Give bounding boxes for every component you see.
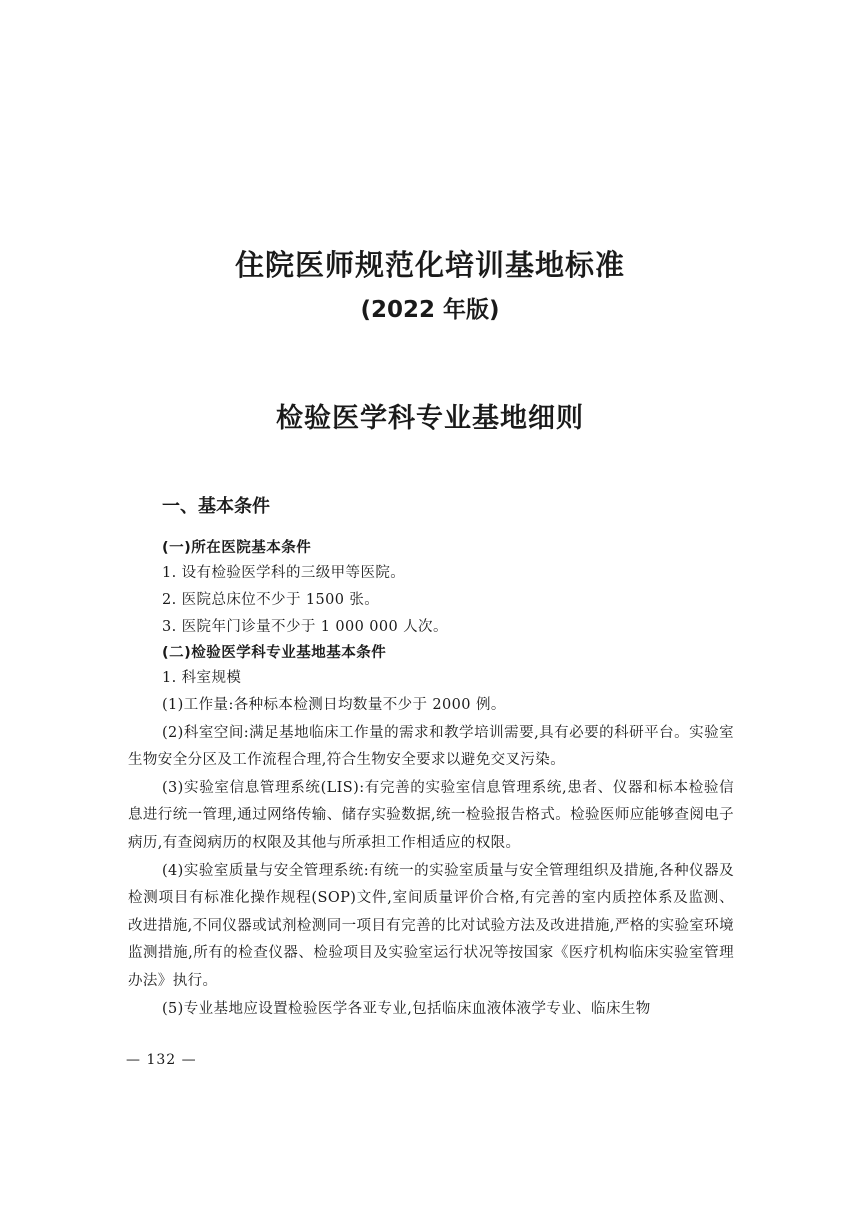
heading-basic-conditions: 一、基本条件	[162, 496, 270, 517]
heading-hospital-conditions: (一)所在医院基本条件	[162, 540, 312, 556]
paragraph-lis: (3)实验室信息管理系统(LIS):有完善的实验室信息管理系统,患者、仪器和标本检验信息进行统一管理,通过网络传输、储存实验数据,统一检验报告格式。检验医师应能够查阅电子病历,有查阅病历的权限及其他与所承担工作相适应的权限。	[128, 779, 735, 851]
paragraph-department-space: (2)科室空间:满足基地临床工作量的需求和教学培训需要,具有必要的科研平台。实验室生物安全分区及工作流程合理,符合生物安全要求以避免交叉污染。	[128, 724, 734, 769]
paragraph-quality-safety: (4)实验室质量与安全管理系统:有统一的实验室质量与安全管理组织及措施,各种仪器及检测项目有标准化操作规程(SOP)文件,室间质量评价合格,有完善的室内质控体系及监测、改进措施,不同仪器或试剂检测同一项目有完善的比对试验方法及改进措施,严格的实验室环境监测措施,所有的检查仪器、检验项目及实验室运行状况等按国家《医疗机构临床实验室管理办法》执行。	[128, 862, 735, 989]
list-item: 2. 医院总床位不少于 1500 张。	[162, 592, 380, 608]
heading-base-conditions: (二)检验医学科专业基地基本条件	[162, 645, 387, 661]
section-title: 检验医学科专业基地细则	[276, 403, 584, 434]
document-title: 住院医师规范化培训基地标准	[234, 248, 625, 282]
paragraph-workload: (1)工作量:各种标本检测日均数量不少于 2000 例。	[162, 697, 506, 713]
paragraph-subspecialties: (5)专业基地应设置检验医学各亚专业,包括临床血液体液学专业、临床生物	[162, 1000, 651, 1017]
page-number: — 132 —	[126, 1052, 197, 1068]
list-item: 3. 医院年门诊量不少于 1 000 000 人次。	[162, 619, 448, 635]
sub-heading-department-scale: 1. 科室规模	[162, 670, 242, 686]
document-subtitle: (2022 年版)	[360, 297, 500, 323]
list-item: 1. 设有检验医学科的三级甲等医院。	[162, 565, 406, 581]
document-body	[128, 492, 734, 1023]
